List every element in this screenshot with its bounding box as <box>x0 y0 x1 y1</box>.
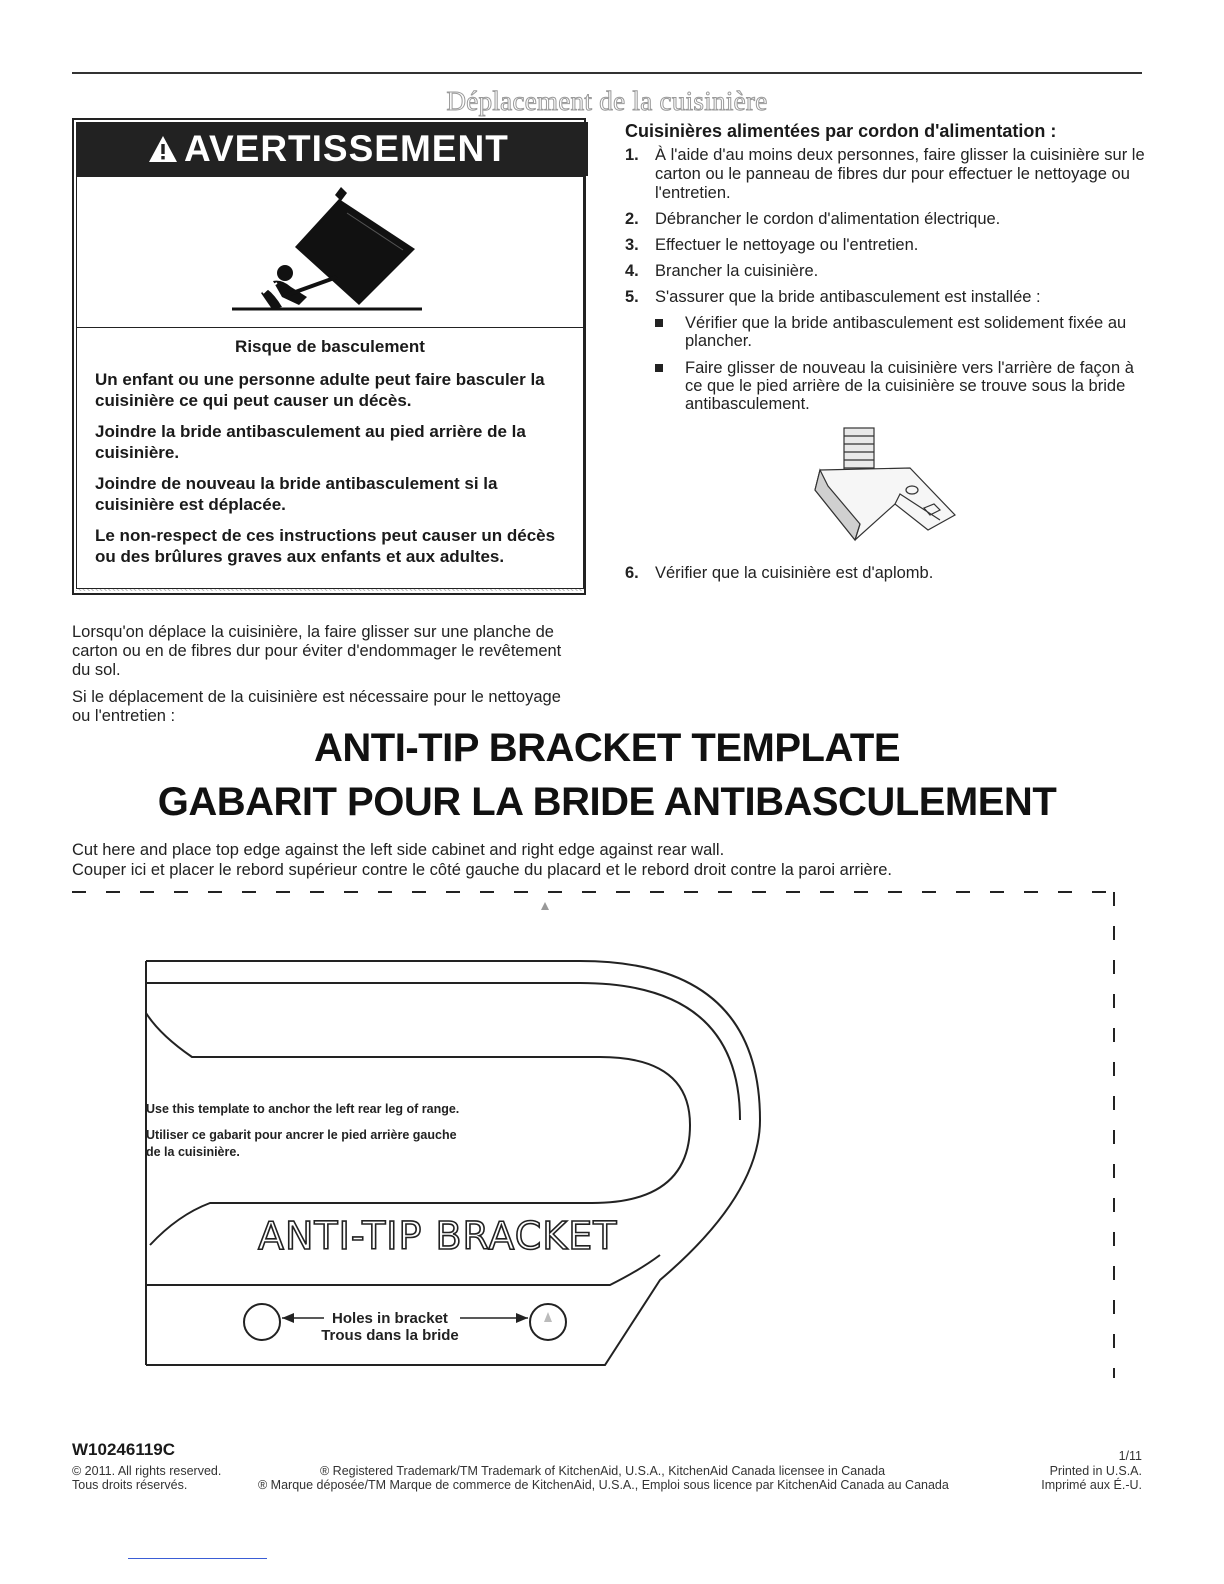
step-text: Débrancher le cordon d'alimentation électrique. <box>655 210 1001 228</box>
bullet-item <box>655 314 1145 354</box>
step-item <box>625 236 1145 256</box>
step-item <box>625 210 1145 230</box>
bracket-install-illustration <box>800 420 970 560</box>
step-number: 6. <box>625 564 639 582</box>
step-text: Vérifier que la cuisinière est d'aplomb. <box>655 564 934 582</box>
step-text: À l'aide d'au moins deux personnes, faire glisser la cuisinière sur le carton ou le panneau de fibres dur pour effectuer le nettoyage ou l'entretien. <box>655 146 1145 202</box>
footer-trademark-fr: ® Marque déposée/TM Marque de commerce de KitchenAid, U.S.A., Emploi sous licence par KitchenAid Canada au Canada <box>258 1478 949 1492</box>
template-note-fr: Utiliser ce gabarit pour ancrer le pied arrière gauche <box>146 1128 457 1142</box>
step-item <box>625 262 1145 282</box>
bullet-square-icon <box>655 319 663 327</box>
template-title-fr: GABARIT POUR LA BRIDE ANTIBASCULEMENT <box>157 780 1057 824</box>
tip-over-illustration <box>77 177 583 328</box>
step-number: 4. <box>625 262 639 280</box>
step-number: 5. <box>625 288 639 306</box>
step-item <box>625 146 1145 206</box>
left-hole-icon <box>244 1304 280 1340</box>
step-text: Effectuer le nettoyage ou l'entretien. <box>655 236 919 254</box>
step-number: 2. <box>625 210 639 228</box>
bullet-text: Vérifier que la bride antibasculement est solidement fixée au plancher. <box>685 314 1127 350</box>
step-item <box>625 288 1145 308</box>
cut-instruction-en: Cut here and place top edge against the left side cabinet and right edge against rear wall. <box>72 841 725 859</box>
warning-paragraph: Joindre de nouveau la bride antibasculement si la cuisinière est déplacée. <box>95 474 498 514</box>
left-paragraph: Si le déplacement de la cuisinière est nécessaire pour le nettoyage ou l'entretien : <box>72 688 561 725</box>
left-paragraph: Lorsqu'on déplace la cuisinière, la faire glisser sur une planche de carton ou en de fibres dur pour éviter d'endommager le revêtement du sol. <box>72 623 562 679</box>
warning-banner <box>76 122 588 176</box>
footer-date: 1/11 <box>1118 1449 1142 1463</box>
bullet-text: Faire glisser de nouveau la cuisinière vers l'arrière de façon à ce que le pied arrière de la cuisinière se trouve sous la bride antibasculement. <box>685 359 1134 413</box>
bullet-square-icon <box>655 364 663 372</box>
warning-paragraph: Le non-respect de ces instructions peut causer un décès ou des brûlures graves aux enfants et aux adultes. <box>95 526 556 566</box>
bullet-item <box>655 359 1145 415</box>
warning-paragraph: Un enfant ou une personne adulte peut faire basculer la cuisinière ce qui peut causer un décès. <box>95 370 545 410</box>
warning-subtitle: Risque de basculement <box>235 337 425 356</box>
warning-triangle-icon <box>148 135 178 163</box>
document-number: W10246119C <box>72 1440 176 1459</box>
step-number: 3. <box>625 236 639 254</box>
warning-shadow-bottom <box>76 589 584 591</box>
footer-rights-fr: Tous droits réservés. <box>72 1478 188 1492</box>
top-rule <box>72 72 1142 74</box>
footer-printed-fr: Imprimé aux É.-U. <box>1041 1478 1142 1492</box>
footer-trademark-en: ® Registered Trademark/TM Trademark of KitchenAid, U.S.A., KitchenAid Canada licensee in Canada <box>320 1464 886 1478</box>
footer-rights-en: © 2011. All rights reserved. <box>72 1464 222 1478</box>
warning-box <box>72 118 586 595</box>
template-title-en: ANTI-TIP BRACKET TEMPLATE <box>314 726 900 770</box>
holes-label-fr: Trous dans la bride <box>321 1327 459 1344</box>
step-number: 1. <box>625 146 639 164</box>
holes-label-en: Holes in bracket <box>332 1310 448 1327</box>
template-note-fr: de la cuisinière. <box>146 1145 240 1159</box>
bracket-label: ANTI-TIP BRACKET <box>258 1214 618 1258</box>
tipping-range-icon <box>77 177 583 327</box>
warning-inner <box>76 176 584 589</box>
cut-instruction-fr: Couper ici et placer le rebord supérieur contre le côté gauche du placard et le rebord droit contre la paroi arrière. <box>72 861 892 879</box>
step-text: S'assurer que la bride antibasculement est installée : <box>655 288 1041 306</box>
warning-banner-text: AVERTISSEMENT <box>184 128 509 169</box>
step-text: Brancher la cuisinière. <box>655 262 819 280</box>
right-column-heading: Cuisinières alimentées par cordon d'alimentation : <box>625 121 1057 141</box>
footer-printed-en: Printed in U.S.A. <box>1049 1464 1142 1478</box>
warning-paragraph: Joindre la bride antibasculement au pied arrière de la cuisinière. <box>95 422 526 462</box>
step-item <box>625 564 1145 584</box>
template-note-en: Use this template to anchor the left rear leg of range. <box>146 1102 460 1116</box>
blue-rule <box>128 1558 267 1559</box>
section-title: Déplacement de la cuisinière <box>446 86 768 116</box>
